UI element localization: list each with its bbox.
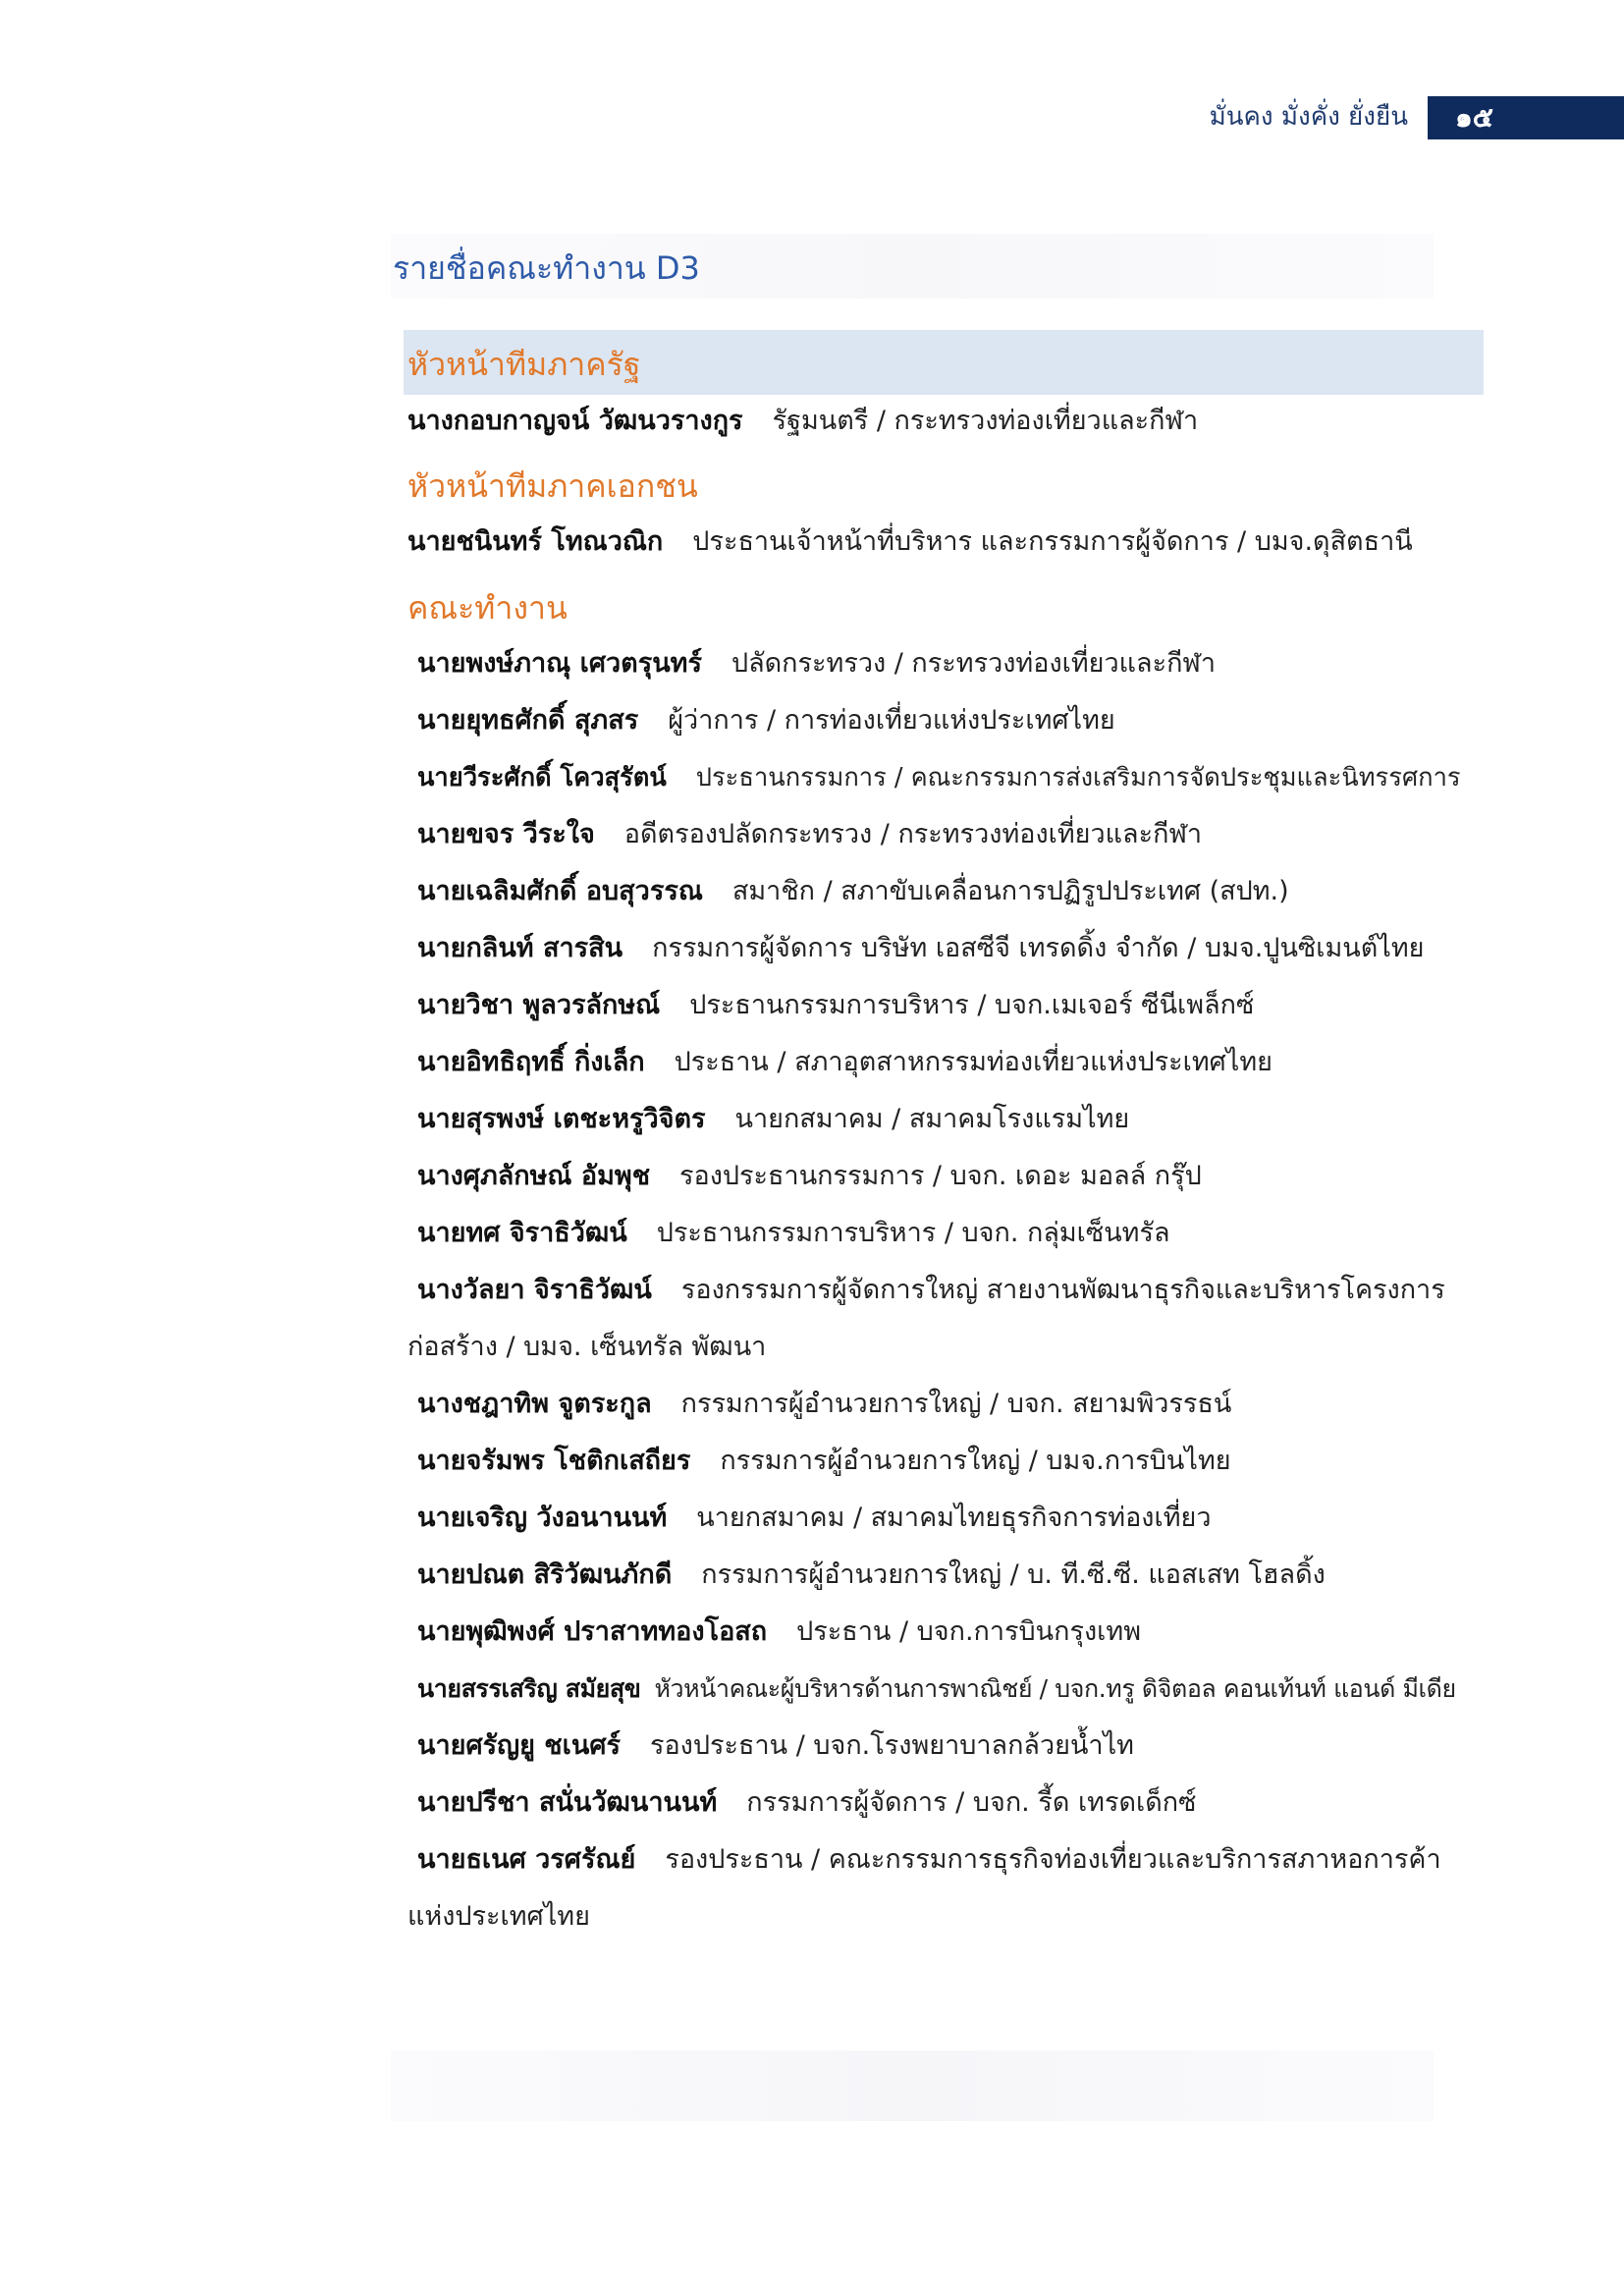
private-head-heading: หัวหน้าทีมภาคเอกชน bbox=[407, 467, 698, 505]
member-name: นายปณต สิริวัฒนภักดี bbox=[417, 1559, 673, 1590]
member-entry bbox=[417, 1385, 1231, 1424]
member-entry bbox=[417, 1214, 1170, 1253]
member-entry bbox=[417, 1726, 1134, 1766]
header-slogan: มั่นคง มั่งคั่ง ยั่งยืน bbox=[1209, 102, 1408, 132]
member-name: นายพงษ์ภาณุ เศวตรุนทร์ bbox=[417, 648, 702, 679]
member-role: ประธานเจ้าหน้าที่บริหาร และกรรมการผู้จัดการ / บมจ.ดุสิตธานี bbox=[692, 526, 1413, 557]
member-name: นายศรัญยู ชเนศร์ bbox=[417, 1730, 621, 1761]
member-role: ประธานกรรมการบริหาร / บจก.เมเจอร์ ซีนีเพล็กซ์ bbox=[689, 990, 1255, 1020]
member-role: รองกรรมการผู้จัดการใหญ่ สายงานพัฒนาธุรกิจและบริหารโครงการ bbox=[680, 1275, 1445, 1305]
member-role: สมาชิก / สภาขับเคลื่อนการปฏิรูปประเทศ (สปท.) bbox=[731, 876, 1289, 906]
member-role: รองประธาน / คณะกรรมการธุรกิจท่องเที่ยวและบริการสภาหอการค้า bbox=[665, 1844, 1441, 1875]
member-name: นายชนินทร์ โทณวณิก bbox=[407, 526, 664, 557]
member-entry bbox=[417, 1499, 1212, 1538]
member-name: นางวัลยา จิราธิวัฒน์ bbox=[417, 1275, 652, 1305]
member-role: ผู้ว่าการ / การท่องเที่ยวแห่งประเทศไทย bbox=[668, 705, 1115, 736]
page-number-tab bbox=[1428, 96, 1624, 139]
member-role: ประธานกรรมการบริหาร / บจก. กลุ่มเซ็นทรัล bbox=[656, 1218, 1170, 1248]
member-name: นายปรีชา สนั่นวัฒนานนท์ bbox=[417, 1787, 718, 1818]
member-role: รองประธาน / บจก.โรงพยาบาลกล้วยน้ำไท bbox=[649, 1730, 1134, 1761]
member-role: ประธาน / บจก.การบินกรุงเทพ bbox=[796, 1616, 1141, 1647]
page-number: ๑๕ bbox=[1455, 101, 1493, 134]
member-entry bbox=[417, 1271, 1445, 1310]
member-role: รัฐมนตรี / กระทรวงท่องเที่ยวและกีฬา bbox=[772, 406, 1199, 436]
member-name: นางชฎาทิพ จูตระกูล bbox=[417, 1389, 652, 1419]
member-name: นายอิทธิฤทธิ์ กิ่งเล็ก bbox=[417, 1047, 645, 1077]
member-role: กรรมการผู้จัดการ / บจก. รี้ด เทรดเด็กซ์ bbox=[746, 1787, 1197, 1818]
member-name: นายพุฒิพงศ์ ปราสาททองโอสถ bbox=[417, 1616, 768, 1647]
member-name: นายวิชา พูลวรลักษณ์ bbox=[417, 990, 661, 1020]
working-group-heading: คณะทำงาน bbox=[407, 589, 568, 627]
member-entry bbox=[417, 1783, 1196, 1823]
member-role-continuation: ก่อสร้าง / บมจ. เซ็นทรัล พัฒนา bbox=[407, 1332, 767, 1362]
member-entry bbox=[417, 1043, 1272, 1082]
member-name: นายธเนศ วรศรัณย์ bbox=[417, 1844, 636, 1875]
member-entry bbox=[417, 872, 1289, 911]
member-name: นายจรัมพร โชติกเสถียร bbox=[417, 1446, 691, 1476]
member-role: กรรมการผู้อำนวยการใหญ่ / บ. ที.ซี.ซี. แอสเสท โฮลดิ้ง bbox=[701, 1559, 1326, 1590]
member-role: นายกสมาคม / สมาคมไทยธุรกิจการท่องเที่ยว bbox=[696, 1503, 1212, 1533]
member-entry bbox=[417, 815, 1202, 854]
member-entry bbox=[417, 1100, 1129, 1139]
member-role: อดีตรองปลัดกระทรวง / กระทรวงท่องเที่ยวและกีฬา bbox=[623, 819, 1203, 849]
member-role: นายกสมาคม / สมาคมโรงแรมไทย bbox=[734, 1104, 1130, 1134]
member-role: กรรมการผู้อำนวยการใหญ่ / บมจ.การบินไทย bbox=[720, 1446, 1231, 1476]
private-head-entry bbox=[407, 522, 1413, 562]
member-name: นายสรรเสริญ สมัยสุข bbox=[417, 1674, 641, 1703]
member-name: นางศุภลักษณ์ อัมพุช bbox=[417, 1161, 651, 1191]
member-role: รองประธานกรรมการ / บจก. เดอะ มอลล์ กรุ๊ป bbox=[679, 1161, 1202, 1191]
member-entry bbox=[417, 1669, 1456, 1709]
gov-head-heading: หัวหน้าทีมภาครัฐ bbox=[407, 346, 641, 383]
gov-head-entry bbox=[407, 402, 1198, 441]
member-name: นายเจริญ วังอนานนท์ bbox=[417, 1503, 668, 1533]
member-entry bbox=[417, 1157, 1202, 1196]
member-name: นายกลินท์ สารสิน bbox=[417, 933, 623, 963]
member-name: นายทศ จิราธิวัฒน์ bbox=[417, 1218, 627, 1248]
member-name: นายวีระศักดิ์ โควสุรัตน์ bbox=[417, 763, 667, 793]
member-name: นายขจร วีระใจ bbox=[417, 819, 595, 849]
member-name: นางกอบกาญจน์ วัฒนวรางกูร bbox=[407, 406, 743, 436]
member-role: กรรมการผู้อำนวยการใหญ่ / บจก. สยามพิวรรธน์ bbox=[680, 1389, 1232, 1419]
member-name: นายเฉลิมศักดิ์ อบสุวรรณ bbox=[417, 876, 703, 906]
member-entry bbox=[417, 929, 1424, 968]
member-role: ประธานกรรมการ / คณะกรรมการส่งเสริมการจัดประชุมและนิทรรศการ bbox=[695, 763, 1461, 793]
member-name: นายสุรพงษ์ เตชะหรูวิจิตร bbox=[417, 1104, 706, 1134]
member-entry bbox=[417, 1840, 1441, 1880]
member-entry bbox=[417, 986, 1254, 1025]
member-role: ปลัดกระทรวง / กระทรวงท่องเที่ยวและกีฬา bbox=[731, 648, 1217, 679]
footer-band bbox=[391, 2050, 1434, 2121]
member-entry bbox=[417, 758, 1461, 797]
member-entry bbox=[417, 644, 1216, 683]
member-role: ประธาน / สภาอุตสาหกรรมท่องเที่ยวแห่งประเทศไทย bbox=[674, 1047, 1272, 1077]
member-role: กรรมการผู้จัดการ บริษัท เอสซีจี เทรดดิ้ง จำกัด / บมจ.ปูนซิเมนต์ไทย bbox=[652, 933, 1425, 963]
member-entry bbox=[417, 701, 1115, 740]
member-entry bbox=[417, 1613, 1141, 1652]
member-name: นายยุทธศักดิ์ สุภสร bbox=[417, 705, 639, 736]
member-role: หัวหน้าคณะผู้บริหารด้านการพาณิชย์ / บจก.ทรู ดิจิตอล คอนเท้นท์ แอนด์ มีเดีย bbox=[654, 1674, 1456, 1703]
member-entry bbox=[417, 1556, 1326, 1595]
document-title: รายชื่อคณะทำงาน D3 bbox=[393, 249, 700, 287]
member-entry bbox=[417, 1442, 1231, 1481]
member-role-continuation: แห่งประเทศไทย bbox=[407, 1901, 590, 1932]
